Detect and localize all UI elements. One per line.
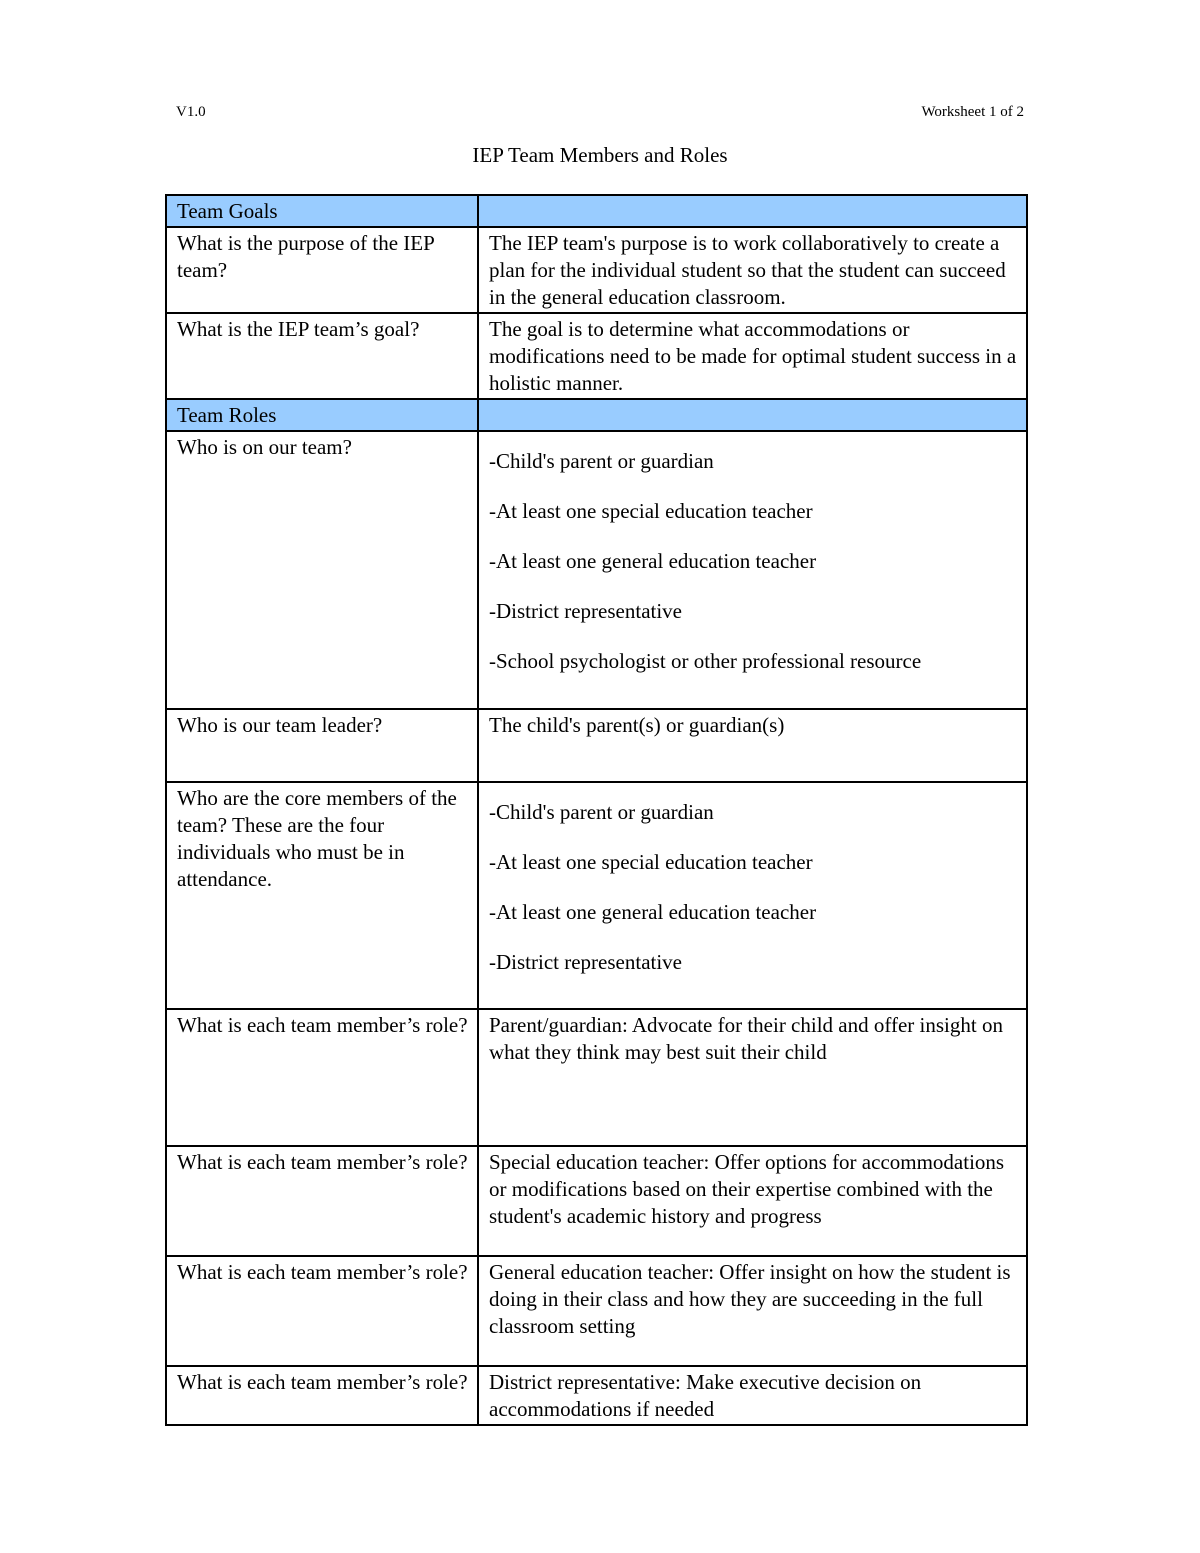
answer-cell xyxy=(478,782,1027,1009)
list-item: -District representative xyxy=(489,950,682,974)
question-cell: What is each team member’s role? xyxy=(166,1366,478,1425)
question-cell: Who is our team leader? xyxy=(166,709,478,782)
list-item: -At least one general education teacher xyxy=(489,900,817,924)
page-label: Worksheet 1 of 2 xyxy=(921,104,1024,120)
list-item: -Child's parent or guardian xyxy=(489,449,714,473)
answer-cell: The child's parent(s) or guardian(s) xyxy=(478,709,1027,782)
table-row xyxy=(166,1146,1027,1256)
question-cell: What is the IEP team’s goal? xyxy=(166,313,478,399)
table-row xyxy=(166,1009,1027,1146)
list-item: -School psychologist or other professional resource xyxy=(489,649,922,673)
answer-cell: District representative: Make executive decision on accommodations if needed xyxy=(478,1366,1027,1425)
answer-cell: Special education teacher: Offer options for accommodations or modifications based on their expertise combined with the student's academic history and progress xyxy=(478,1146,1027,1256)
section-header-team-roles xyxy=(166,399,1027,431)
answer-cell xyxy=(478,431,1027,709)
section-blank-cell xyxy=(478,195,1027,227)
question-cell: What is each team member’s role? xyxy=(166,1146,478,1256)
core-members-list xyxy=(489,785,1017,976)
version-label: V1.0 xyxy=(176,104,206,120)
section-header-team-goals xyxy=(166,195,1027,227)
section-blank-cell xyxy=(478,399,1027,431)
answer-cell: The goal is to determine what accommodations or modifications need to be made for optimal student success in a holistic manner. xyxy=(478,313,1027,399)
list-item: -At least one special education teacher xyxy=(489,499,813,523)
section-label: Team Roles xyxy=(166,399,478,431)
table-row xyxy=(166,709,1027,782)
list-item: -Child's parent or guardian xyxy=(489,800,714,824)
page-title: IEP Team Members and Roles xyxy=(472,143,728,167)
question-cell: What is each team member’s role? xyxy=(166,1256,478,1366)
table-row xyxy=(166,313,1027,399)
answer-cell: Parent/guardian: Advocate for their child and offer insight on what they think may best suit their child xyxy=(478,1009,1027,1146)
section-label: Team Goals xyxy=(166,195,478,227)
answer-cell: General education teacher: Offer insight on how the student is doing in their class and how they are succeeding in the full classroom setting xyxy=(478,1256,1027,1366)
question-cell: What is each team member’s role? xyxy=(166,1009,478,1146)
question-cell: Who are the core members of the team? These are the four individuals who must be in attendance. xyxy=(166,782,478,1009)
worksheet-table xyxy=(165,194,1028,1426)
list-item: -At least one special education teacher xyxy=(489,850,813,874)
answer-cell: The IEP team's purpose is to work collaboratively to create a plan for the individual student so that the student can succeed in the general education classroom. xyxy=(478,227,1027,313)
table-row xyxy=(166,227,1027,313)
list-item: -At least one general education teacher xyxy=(489,549,817,573)
table-row xyxy=(166,782,1027,1009)
question-cell: Who is on our team? xyxy=(166,431,478,709)
table-row xyxy=(166,1366,1027,1425)
table-row xyxy=(166,431,1027,709)
list-item: -District representative xyxy=(489,599,682,623)
question-cell: What is the purpose of the IEP team? xyxy=(166,227,478,313)
table-row xyxy=(166,1256,1027,1366)
team-members-list xyxy=(489,434,1017,675)
